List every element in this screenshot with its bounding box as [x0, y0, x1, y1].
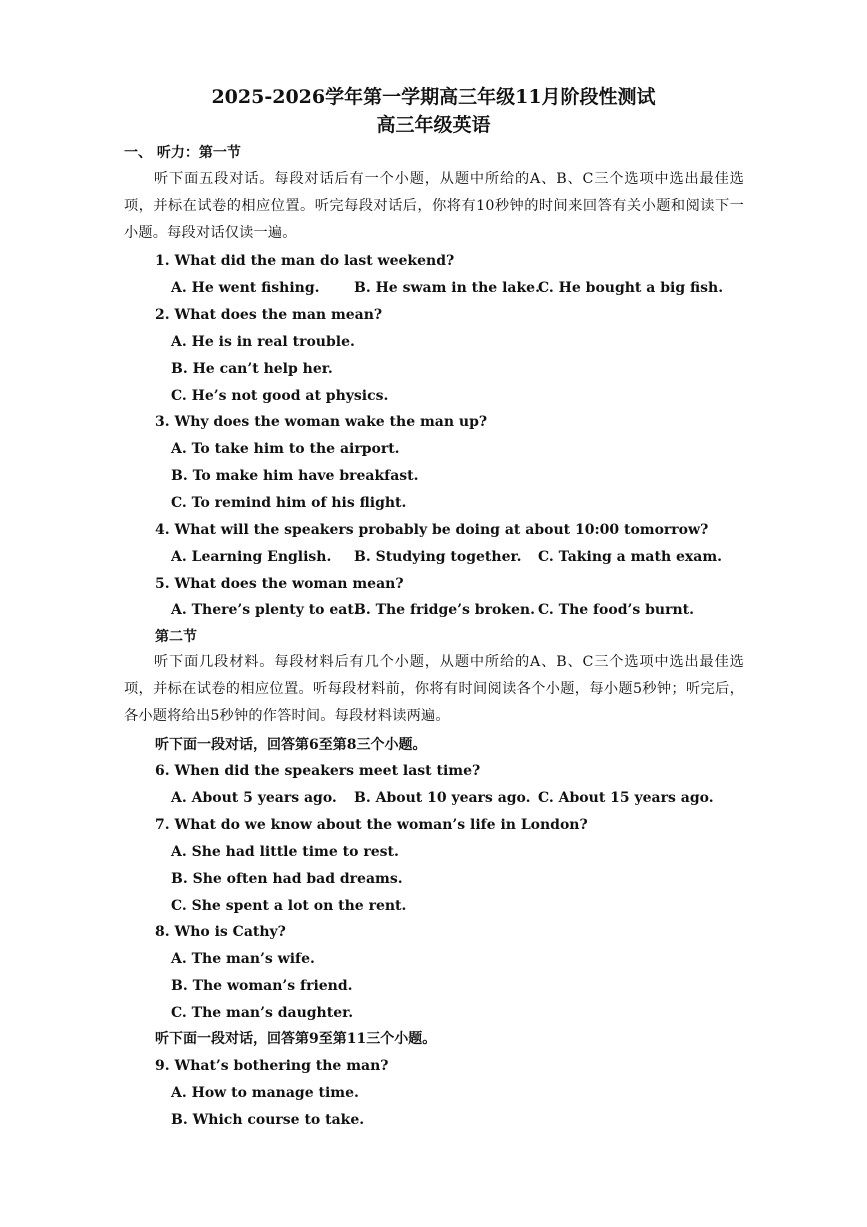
question-2-stem: 2. What does the man mean?: [155, 307, 383, 323]
question-9-stem: 9. What’s bothering the man?: [155, 1058, 389, 1074]
question-4-option-b: B. Studying together.: [354, 549, 522, 565]
question-2-option-b: B. He can’t help her.: [171, 361, 333, 377]
question-6-option-b: B. About 10 years ago.: [354, 790, 531, 806]
question-2-option-a: A. He is in real trouble.: [171, 334, 355, 350]
question-2-option-c: C. He’s not good at physics.: [171, 388, 389, 404]
question-6-option-a: A. About 5 years ago.: [171, 790, 337, 806]
question-3-option-a: A. To take him to the airport.: [171, 441, 400, 457]
section-heading-listening-2: 第二节: [155, 629, 197, 645]
exam-subtitle: 高三年级英语: [376, 114, 491, 136]
question-1-option-a: A. He went fishing.: [171, 280, 320, 296]
instructions-part1: 听下面五段对话。每段对话后有一个小题，从题中所给的A、B、C三个选项中选出最佳选项，并标在试卷的相应位置。听完每段对话后，你将有10秒钟的时间来回答有关小题和阅读下一小题。每段对话仅读一遍。: [124, 171, 744, 241]
question-4-stem: 4. What will the speakers probably be doing at about 10:00 tomorrow?: [155, 522, 709, 538]
question-8-option-a: A. The man’s wife.: [171, 951, 315, 967]
group-intro-9-11: 听下面一段对话，回答第9至第11三个小题。: [155, 1031, 437, 1047]
question-7-option-a: A. She had little time to rest.: [171, 844, 399, 860]
question-7-option-c: C. She spent a lot on the rent.: [171, 898, 407, 914]
question-6-option-c: C. About 15 years ago.: [538, 790, 714, 806]
question-9-option-b: B. Which course to take.: [171, 1112, 365, 1128]
question-4-option-a: A. Learning English.: [171, 549, 332, 565]
question-1-option-c: C. He bought a big fish.: [538, 280, 724, 296]
instructions-part2: 听下面几段材料。每段材料后有几个小题，从题中所给的A、B、C三个选项中选出最佳选项，并标在试卷的相应位置。听每段材料前，你将有时间阅读各个小题，每小题5秒钟；听完后，各小题将给出5秒钟的作答时间。每段材料读两遍。: [124, 654, 744, 724]
question-5-option-c: C. The food’s burnt.: [538, 602, 695, 618]
question-8-option-b: B. The woman’s friend.: [171, 978, 353, 994]
question-6-stem: 6. When did the speakers meet last time?: [155, 763, 481, 779]
question-4-option-c: C. Taking a math exam.: [538, 549, 723, 565]
group-intro-6-8: 听下面一段对话，回答第6至第8三个小题。: [155, 737, 427, 753]
question-5-stem: 5. What does the woman mean?: [155, 576, 404, 592]
question-8-stem: 8. Who is Cathy?: [155, 924, 286, 940]
question-7-stem: 7. What do we know about the woman’s life in London?: [155, 817, 588, 833]
question-5-option-b: B. The fridge’s broken.: [354, 602, 535, 618]
question-3-option-b: B. To make him have breakfast.: [171, 468, 419, 484]
question-8-option-c: C. The man’s daughter.: [171, 1005, 354, 1021]
question-9-option-a: A. How to manage time.: [171, 1085, 359, 1101]
question-7-option-b: B. She often had bad dreams.: [171, 871, 403, 887]
question-5-option-a: A. There’s plenty to eat.: [171, 602, 359, 618]
section-heading-listening-1: 一、 听力：第一节: [124, 145, 241, 161]
question-3-stem: 3. Why does the woman wake the man up?: [155, 414, 488, 430]
exam-title: 2025-2026学年第一学期高三年级11月阶段性测试: [211, 86, 656, 108]
question-1-option-b: B. He swam in the lake.: [354, 280, 540, 296]
question-1-stem: 1. What did the man do last weekend?: [155, 253, 455, 269]
question-3-option-c: C. To remind him of his flight.: [171, 495, 407, 511]
